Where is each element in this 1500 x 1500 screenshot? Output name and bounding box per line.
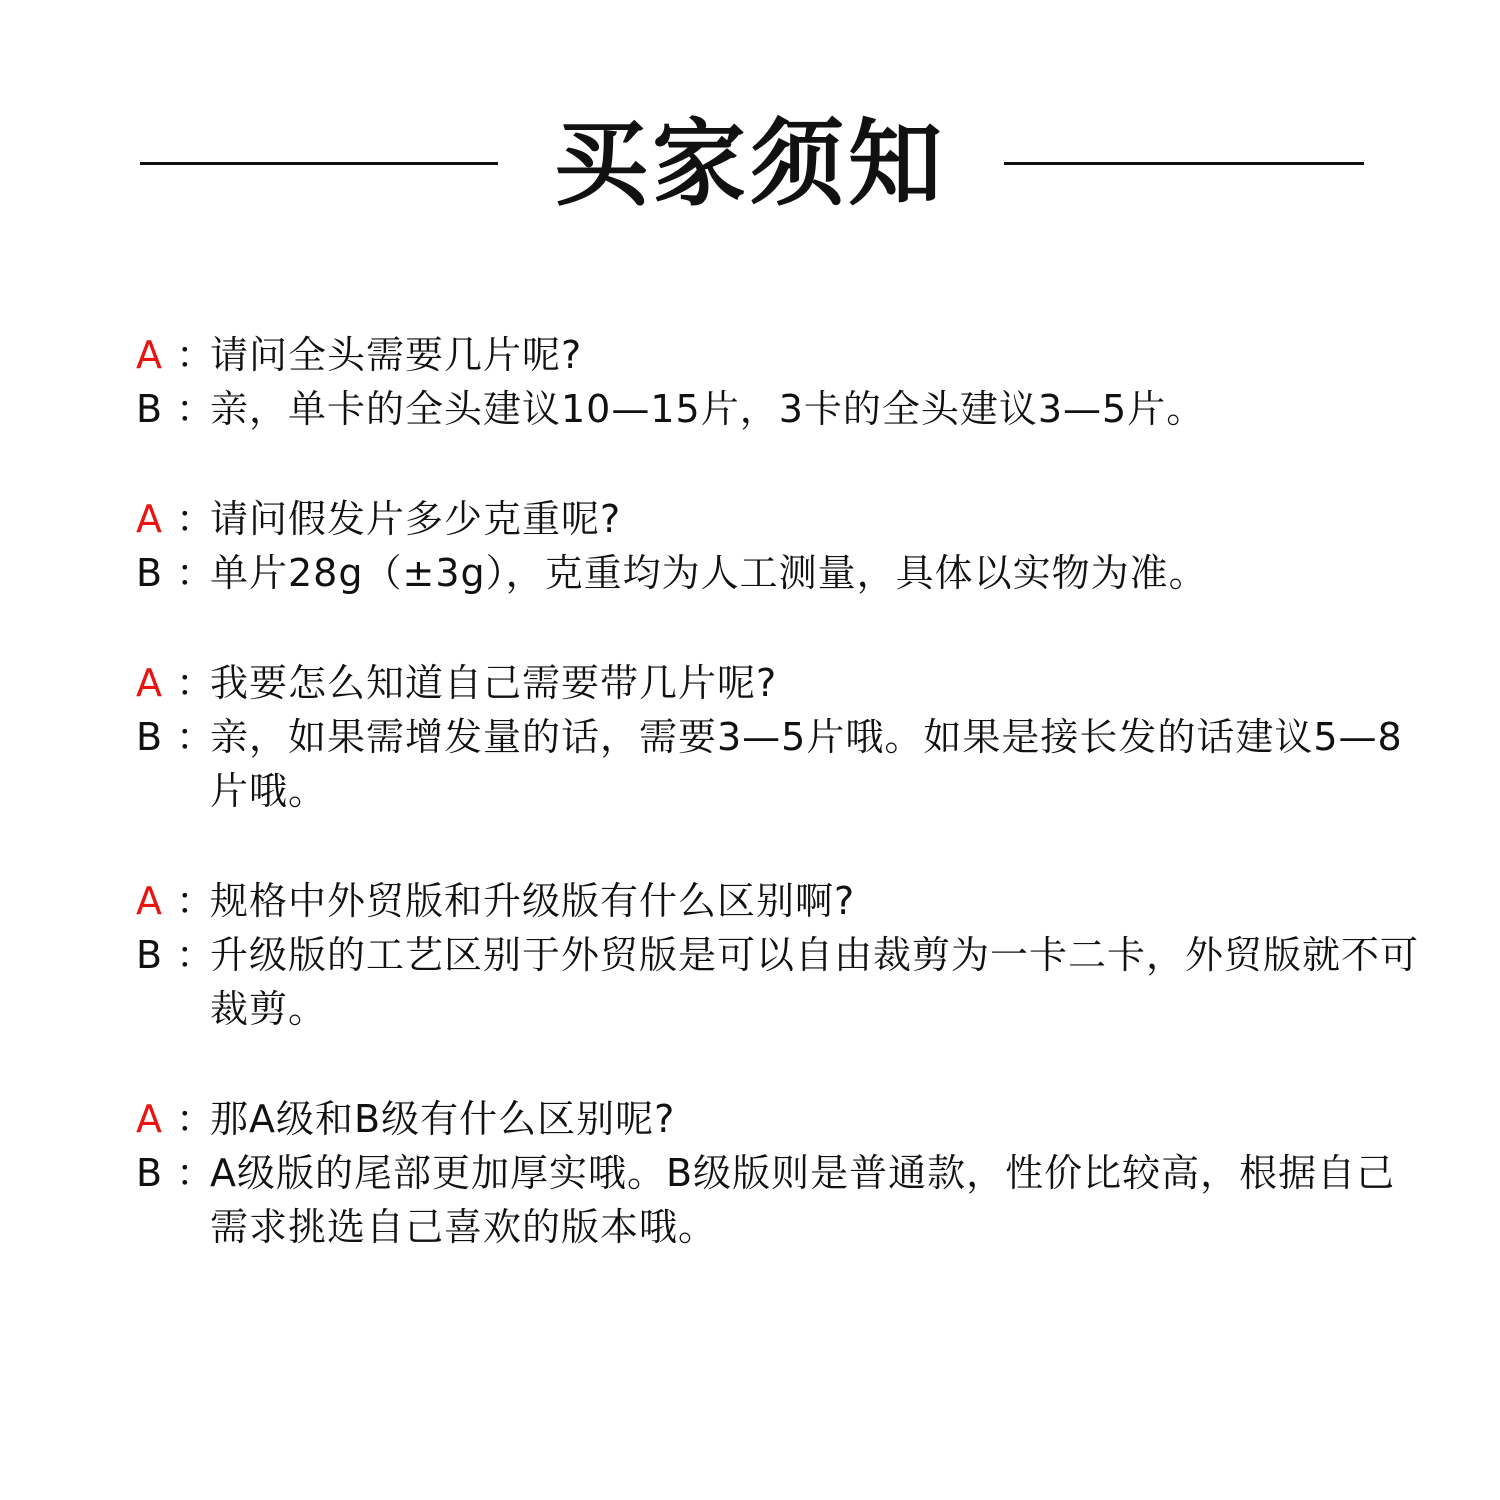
question-text: 我要怎么知道自己需要带几片呢? bbox=[210, 661, 778, 705]
colon: ： bbox=[176, 879, 215, 923]
question-prefix: A bbox=[136, 661, 162, 705]
faq-item bbox=[136, 328, 1426, 436]
question-row bbox=[136, 656, 1426, 710]
answer-row bbox=[136, 1146, 1426, 1254]
colon: ： bbox=[176, 661, 215, 705]
answer-prefix: B bbox=[136, 1151, 163, 1195]
title-rule-left bbox=[140, 162, 498, 165]
answer-text: 亲，如果需增发量的话，需要3—5片哦。如果是接长发的话建议5—8片哦。 bbox=[210, 715, 1403, 813]
colon: ： bbox=[176, 333, 215, 377]
title-rule-right bbox=[1004, 162, 1364, 165]
question-row bbox=[136, 1092, 1426, 1146]
answer-text: A级版的尾部更加厚实哦。B级版则是普通款，性价比较高，根据自己需求挑选自己喜欢的版本哦。 bbox=[210, 1151, 1396, 1249]
colon: ： bbox=[176, 1151, 215, 1195]
colon: ： bbox=[176, 715, 215, 759]
answer-row bbox=[136, 710, 1426, 818]
answer-text: 升级版的工艺区别于外贸版是可以自由裁剪为一卡二卡，外贸版就不可裁剪。 bbox=[210, 933, 1420, 1031]
faq-item bbox=[136, 1092, 1426, 1254]
faq-item bbox=[136, 874, 1426, 1036]
question-row bbox=[136, 328, 1426, 382]
colon: ： bbox=[176, 551, 215, 595]
question-prefix: A bbox=[136, 333, 162, 377]
question-text: 请问全头需要几片呢? bbox=[210, 333, 583, 377]
question-text: 请问假发片多少克重呢? bbox=[210, 497, 622, 541]
faq-item bbox=[136, 492, 1426, 600]
colon: ： bbox=[176, 387, 215, 431]
faq-list bbox=[136, 328, 1426, 1310]
answer-prefix: B bbox=[136, 715, 163, 759]
answer-row bbox=[136, 928, 1426, 1036]
header bbox=[0, 100, 1500, 230]
answer-row bbox=[136, 382, 1426, 436]
answer-prefix: B bbox=[136, 933, 163, 977]
answer-row bbox=[136, 546, 1426, 600]
question-row bbox=[136, 492, 1426, 546]
colon: ： bbox=[176, 1097, 215, 1141]
question-prefix: A bbox=[136, 879, 162, 923]
question-prefix: A bbox=[136, 1097, 162, 1141]
question-row bbox=[136, 874, 1426, 928]
question-text: 规格中外贸版和升级版有什么区别啊? bbox=[210, 879, 856, 923]
question-prefix: A bbox=[136, 497, 162, 541]
faq-item bbox=[136, 656, 1426, 818]
colon: ： bbox=[176, 933, 215, 977]
colon: ： bbox=[176, 497, 215, 541]
page-title: 买家须知 bbox=[553, 110, 946, 219]
answer-text: 亲，单卡的全头建议10—15片，3卡的全头建议3—5片。 bbox=[210, 387, 1206, 431]
answer-prefix: B bbox=[136, 551, 163, 595]
answer-text: 单片28g（±3g），克重均为人工测量，具体以实物为准。 bbox=[210, 551, 1208, 595]
question-text: 那A级和B级有什么区别呢? bbox=[210, 1097, 676, 1141]
answer-prefix: B bbox=[136, 387, 163, 431]
